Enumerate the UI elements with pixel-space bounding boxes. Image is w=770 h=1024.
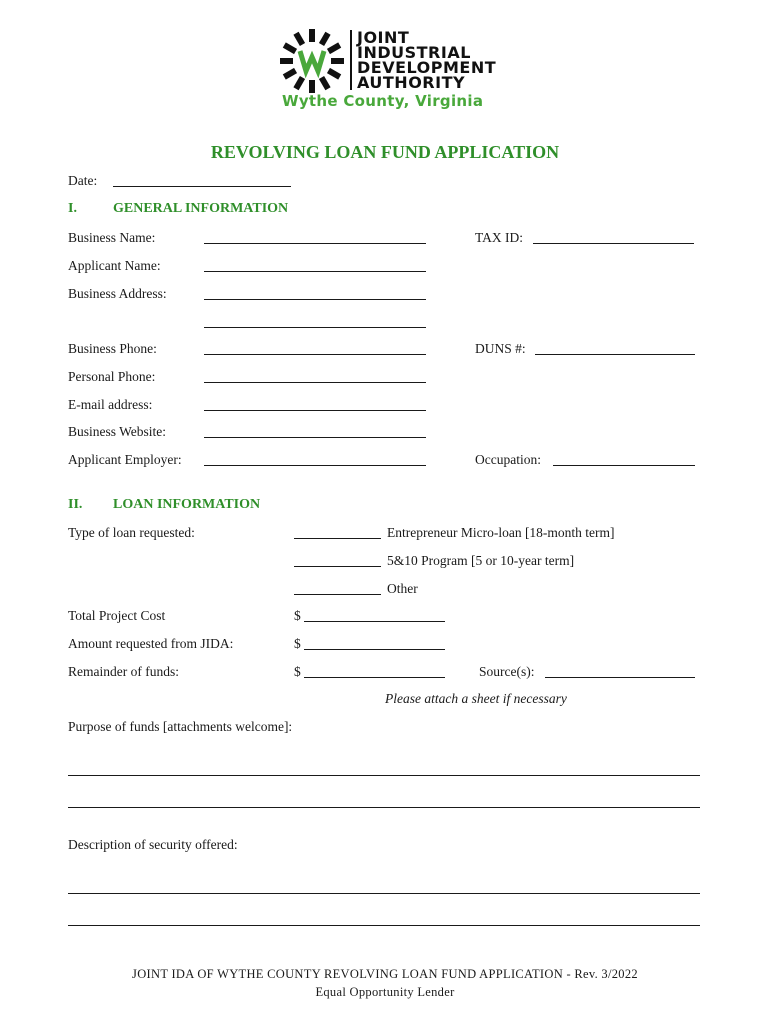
personal-phone-label: Personal Phone:	[68, 369, 156, 384]
email-field[interactable]	[204, 410, 426, 411]
remainder-label: Remainder of funds:	[68, 664, 179, 679]
business-name-label: Business Name:	[68, 230, 156, 245]
amount-requested-dollar: $	[294, 636, 301, 651]
total-cost-label: Total Project Cost	[68, 608, 166, 623]
security-label: Description of security offered:	[68, 837, 238, 852]
option-micro-loan-field[interactable]	[294, 538, 381, 539]
sources-label: Source(s):	[479, 664, 535, 679]
amount-requested-field[interactable]	[304, 649, 445, 650]
logo-line-authority: AUTHORITY	[357, 73, 466, 92]
date-label: Date:	[68, 173, 98, 188]
logo-line-industrial: INDUSTRIAL	[357, 43, 471, 62]
occupation-label: Occupation:	[475, 452, 541, 467]
tax-id-label: TAX ID:	[475, 230, 524, 245]
business-address-field-2[interactable]	[204, 327, 426, 328]
security-field-1[interactable]	[68, 893, 700, 894]
section2-number: II.	[68, 497, 83, 512]
option-other-field[interactable]	[294, 594, 381, 595]
business-phone-field[interactable]	[204, 354, 426, 355]
logo-line-development: DEVELOPMENT	[357, 58, 497, 77]
logo-subtitle: Wythe County, Virginia	[282, 92, 484, 110]
duns-label: DUNS #:	[475, 341, 526, 356]
business-phone-label: Business Phone:	[68, 341, 157, 356]
business-address-field-1[interactable]	[204, 299, 426, 300]
section1-heading: GENERAL INFORMATION	[113, 201, 289, 216]
purpose-field-1[interactable]	[68, 775, 700, 776]
remainder-field[interactable]	[304, 677, 445, 678]
section2-heading: LOAN INFORMATION	[113, 497, 261, 512]
employer-field[interactable]	[204, 465, 426, 466]
footer-title: JOINT IDA OF WYTHE COUNTY REVOLVING LOAN FUND APPLICATION - Rev. 3/2022	[132, 967, 638, 981]
duns-field[interactable]	[535, 354, 695, 355]
option-5-10-program-field[interactable]	[294, 566, 381, 567]
email-label: E-mail address:	[68, 397, 153, 412]
loan-type-label: Type of loan requested:	[68, 525, 195, 540]
security-field-2[interactable]	[68, 925, 700, 926]
applicant-name-field[interactable]	[204, 271, 426, 272]
purpose-field-2[interactable]	[68, 807, 700, 808]
option-other-label: Other	[387, 581, 418, 596]
page-title: REVOLVING LOAN FUND APPLICATION	[210, 142, 560, 162]
logo-line-joint: JOINT	[357, 28, 410, 47]
purpose-label: Purpose of funds [attachments welcome]:	[68, 719, 293, 734]
logo-divider	[350, 30, 352, 90]
date-field[interactable]	[113, 186, 291, 187]
business-address-label: Business Address:	[68, 286, 167, 301]
amount-requested-label: Amount requested from JIDA:	[68, 636, 234, 651]
option-micro-loan-label: Entrepreneur Micro-loan [18-month term]	[387, 525, 615, 540]
starburst-logo-icon	[279, 28, 345, 94]
remainder-dollar: $	[294, 664, 301, 679]
total-cost-field[interactable]	[304, 621, 445, 622]
occupation-field[interactable]	[553, 465, 695, 466]
applicant-name-label: Applicant Name:	[68, 258, 161, 273]
section1-number: I.	[68, 201, 77, 216]
option-5-10-program-label: 5&10 Program [5 or 10-year term]	[387, 553, 575, 568]
business-name-field[interactable]	[204, 243, 426, 244]
sources-field[interactable]	[545, 677, 695, 678]
personal-phone-field[interactable]	[204, 382, 426, 383]
website-field[interactable]	[204, 437, 426, 438]
attach-note: Please attach a sheet if necessary	[385, 691, 567, 706]
website-label: Business Website:	[68, 424, 167, 439]
total-cost-dollar: $	[294, 608, 301, 623]
tax-id-field[interactable]	[533, 243, 694, 244]
employer-label: Applicant Employer:	[68, 452, 182, 467]
footer-eol: Equal Opportunity Lender	[315, 985, 455, 999]
